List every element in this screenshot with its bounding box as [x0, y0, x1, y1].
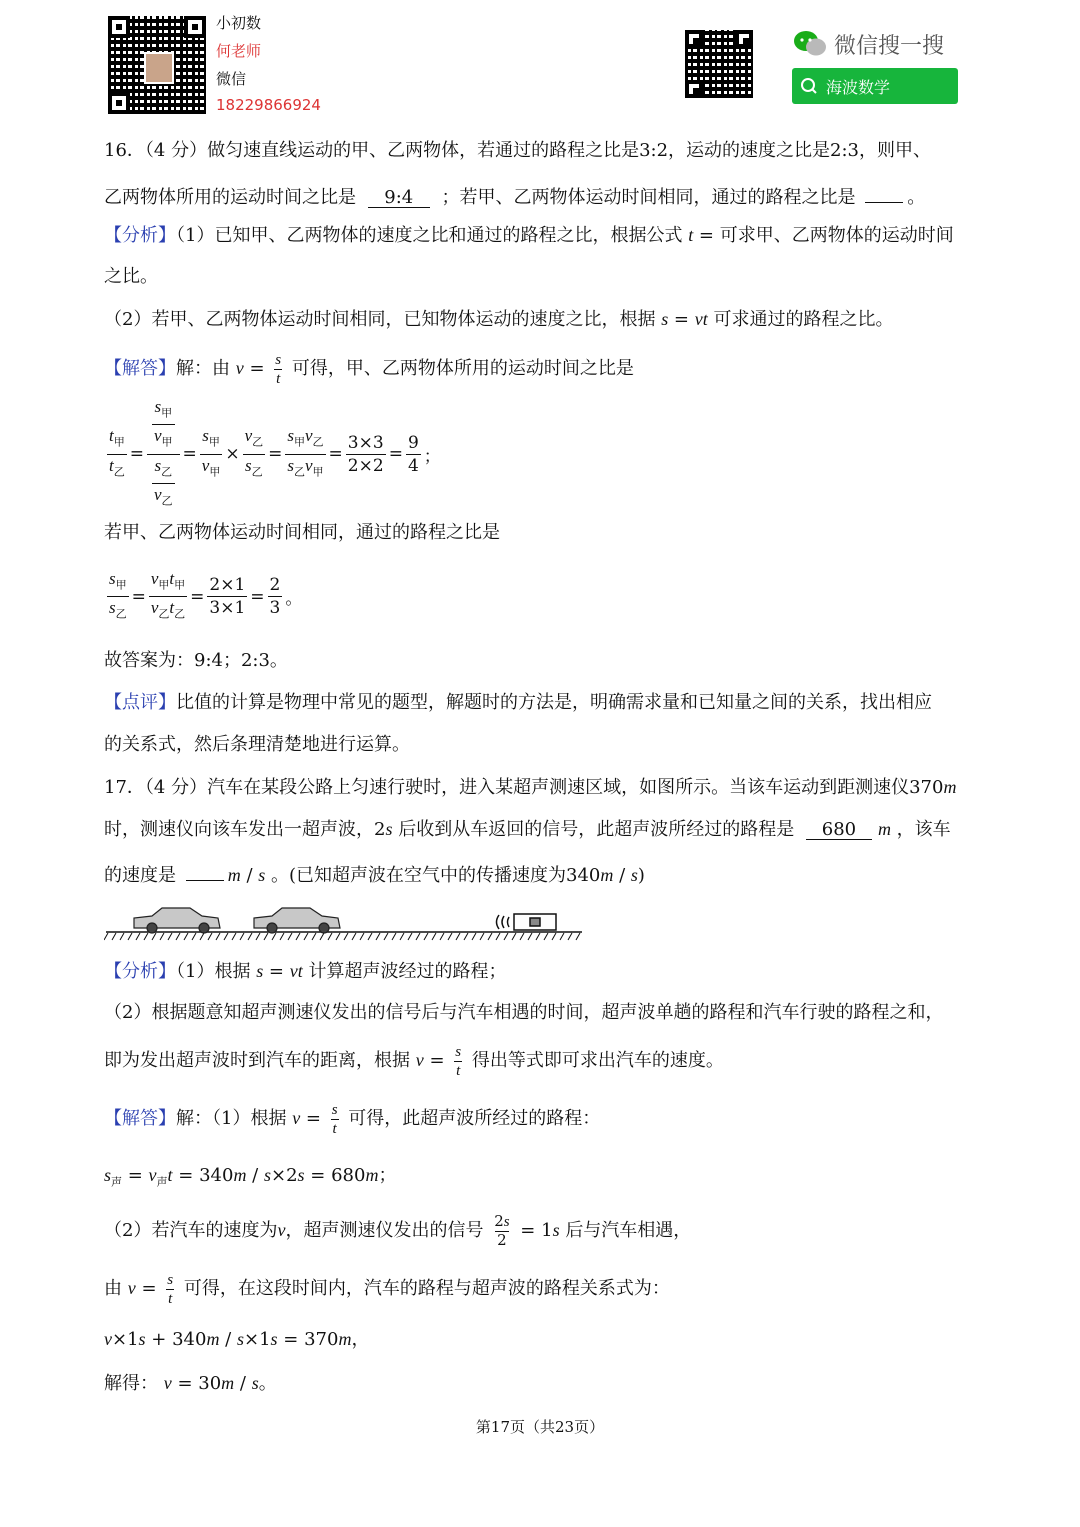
wechat-search-banner — [792, 26, 962, 104]
q16-analysis-line-3: （2）若甲、乙两物体运动时间相同，已知物体运动的速度之比，根据 s = vt 可求通过的路程之比。 — [104, 309, 894, 330]
wechat-icon — [792, 29, 828, 59]
contact-phone: 18229866924 — [216, 96, 321, 114]
search-icon — [792, 75, 822, 97]
q17-analysis-line-1: 【分析】（1）根据 s = vt 计算超声波经过的路程； — [104, 961, 507, 982]
contact-block — [216, 12, 321, 118]
comment-tag: 【点评】 — [104, 692, 176, 713]
q16-stem-line-1: 16．（4 分）做匀速直线运动的甲、乙两物体，若通过的路程之比是3:2，运动的速度之比是2:3，则甲、 — [104, 140, 932, 161]
q17-figure — [104, 898, 584, 942]
q17-analysis-line-3: 即为发出超声波时到汽车的距离，根据 v = $\frac{s}{t}$ 得出等式即可求出汽车的速度。 — [104, 1043, 724, 1079]
q16-answer-line-1: 【解答】解：由 v = $\frac{s}{t}$ 可得，甲、乙两物体所用的运动时间之比是 — [104, 351, 634, 387]
q16-stem-text: 乙两物体所用的运动时间之比是 — [104, 187, 356, 208]
q17-answer-line-1: 【解答】解：（1）根据 v = $\frac{s}{t}$ 可得，此超声波所经过的路程： — [104, 1101, 601, 1137]
qr-code-left — [108, 16, 206, 114]
qr-code-right — [685, 30, 753, 98]
contact-line-2: 何老师 — [216, 42, 262, 60]
contact-line-3: 微信 — [216, 70, 247, 88]
header — [0, 0, 1080, 125]
q17-stem-line-2: 时，测速仪向该车发出一超声波，2s 后收到从车返回的信号，此超声波所经过的路程是 680 m ，该车 — [104, 819, 951, 840]
q16-stem-line-2: 乙两物体所用的运动时间之比是 9:4 ；若甲、乙两物体运动时间相同，通过的路程之比是 。 — [104, 180, 925, 211]
search-banner-title: 微信搜一搜 — [834, 33, 945, 59]
q16-comment-line-2: 的关系式，然后条理清楚地进行运算。 — [104, 734, 410, 755]
q17-stem-line-3: 的速度是 m / s 。(已知超声波在空气中的传播速度为340m / s) — [104, 858, 645, 889]
page-number: 第17页（共23页） — [475, 1418, 605, 1436]
q16-blank-1: 9:4 — [368, 185, 430, 208]
q16-final-answer: 故答案为：9:4；2:3。 — [104, 650, 288, 671]
q16-time-ratio-formula: $\frac{t_甲}{t_乙}$ = $\frac{\frac{s_甲}{v_甲}}{\frac{s_乙}{v_乙}}$ = $\frac{s_甲}{v_甲}$ × $\frac{v_乙}{s_乙}$ = $\frac{s_甲v_乙}{s_乙v_甲}$ = $\frac{3\times 3}{2\times 2}$ = $\frac{9}{4}$ ； — [104, 404, 441, 504]
avatar — [144, 52, 174, 84]
q16-analysis-line-2: 之比。 — [104, 266, 158, 287]
answer-tag: 【解答】 — [104, 1108, 176, 1129]
search-keyword: 海波数学 — [826, 77, 891, 97]
q16-answer-line-2: 若甲、乙两物体运动时间相同，通过的路程之比是 — [104, 522, 500, 543]
contact-line-1: 小初数 — [216, 14, 262, 32]
q17-stem-line-1: 17．（4 分）汽车在某段公路上匀速行驶时，进入某超声测速区域，如图所示。当该车运动到距测速仪370m — [104, 777, 957, 798]
q16-comment-line-1: 【点评】比值的计算是物理中常见的题型，解题时的方法是，明确需求量和已知量之间的关系，找出相应 — [104, 692, 932, 713]
car-1-icon — [134, 908, 220, 933]
q16-blank-2 — [865, 180, 903, 203]
q17-answer-line-5: v×1s + 340m / s×1s = 370m， — [104, 1329, 370, 1350]
q17-blank-2 — [186, 858, 224, 881]
analysis-tag: 【分析】 — [104, 961, 176, 982]
q16-distance-ratio-formula: $\frac{s_甲}{s_乙}$ = $\frac{v_甲t_甲}{v_乙t_乙}$ = $\frac{2\times 1}{3\times 1}$ = $\frac{2}{3}$ 。 — [104, 568, 302, 626]
speed-detector-icon — [497, 914, 557, 930]
search-keyword-button[interactable] — [792, 68, 958, 104]
answer-tag: 【解答】 — [104, 358, 176, 379]
q17-answer-line-6: 解得： v = 30m / s。 — [104, 1373, 277, 1394]
car-2-icon — [254, 908, 340, 933]
q17-answer-line-3: （2）若汽车的速度为v，超声测速仪发出的信号 $\frac{2s}{2}$ = 1s 后与汽车相遇， — [104, 1212, 692, 1249]
q17-answer-line-4: 由 v = $\frac{s}{t}$ 可得，在这段时间内，汽车的路程与超声波的路程关系式为： — [104, 1271, 670, 1307]
q17-analysis-line-2: （2）根据题意知超声测速仪发出的信号后与汽车相遇的时间，超声波单趟的路程和汽车行驶的路程之和， — [104, 1002, 944, 1023]
q17-blank-1: 680 — [806, 817, 872, 840]
analysis-tag: 【分析】 — [104, 225, 176, 246]
page-footer — [0, 1416, 1080, 1437]
q17-answer-line-2: $s_声 = v_声t = 340m / s\times 2s = 680m$； — [104, 1165, 397, 1189]
q16-analysis-line-1: 【分析】（1）已知甲、乙两物体的速度之比和通过的路程之比，根据公式 t = 可求甲、乙两物体的运动时间 — [104, 225, 954, 246]
q16-stem-text-b: ；若甲、乙两物体运动时间相同，通过的路程之比是 — [441, 187, 856, 208]
